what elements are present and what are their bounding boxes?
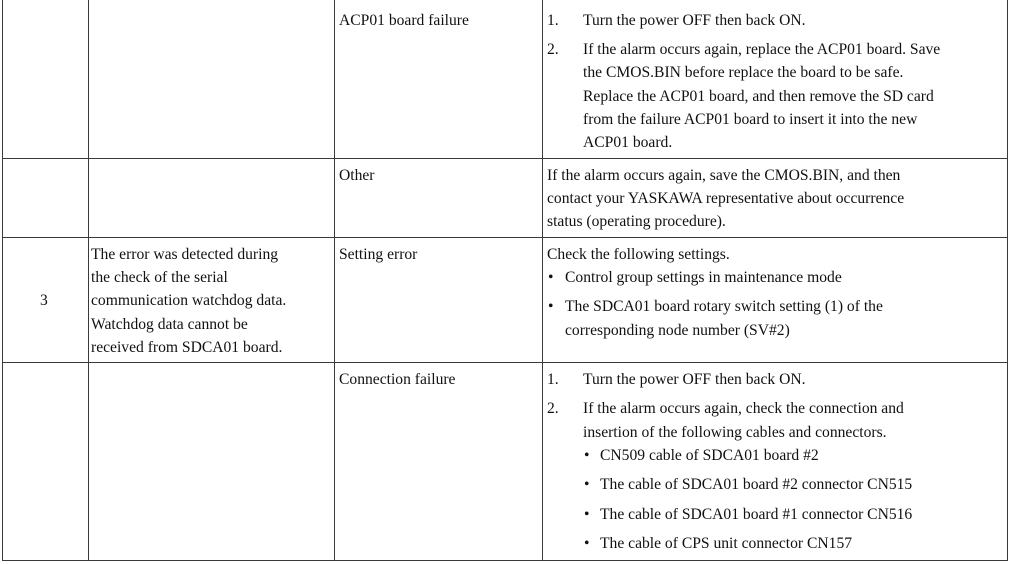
bullet-text: corresponding node number (SV#2) bbox=[565, 322, 790, 339]
column-divider bbox=[88, 0, 89, 561]
remedy-text: contact your YASKAWA representative about occurrence bbox=[547, 190, 905, 207]
bullet-text: The cable of SDCA01 board #2 connector CN515 bbox=[600, 476, 913, 493]
cause-cell: ACP01 board failure bbox=[339, 12, 469, 29]
step-text: insertion of the following cables and connectors. bbox=[583, 424, 887, 441]
remedy-text: status (operating procedure). bbox=[547, 213, 726, 230]
bullet-mark: • bbox=[584, 447, 590, 464]
column-divider bbox=[334, 0, 335, 561]
step-number: 2. bbox=[547, 41, 559, 58]
bullet-text: The cable of CPS unit connector CN157 bbox=[600, 535, 853, 552]
column-divider bbox=[542, 0, 543, 561]
bullet-mark: • bbox=[584, 506, 590, 523]
bullet-text: CN509 cable of SDCA01 board #2 bbox=[600, 447, 819, 464]
bullet-mark: • bbox=[548, 269, 554, 286]
row-divider bbox=[2, 362, 1008, 363]
step-text: Turn the power OFF then back ON. bbox=[583, 371, 806, 388]
cause-cell: Setting error bbox=[339, 246, 418, 263]
bullet-mark: • bbox=[548, 298, 554, 315]
cause-detail-text: received from SDCA01 board. bbox=[91, 339, 283, 356]
row-divider bbox=[2, 158, 1008, 159]
step-number: 1. bbox=[547, 371, 559, 388]
cause-cell: Other bbox=[339, 167, 375, 184]
step-text: If the alarm occurs again, replace the ACP01 board. Save bbox=[583, 41, 941, 58]
cause-detail-text: The error was detected during bbox=[91, 246, 279, 263]
step-text: the CMOS.BIN before replace the board to be safe. bbox=[583, 64, 904, 81]
step-text: from the failure ACP01 board to insert it into the new bbox=[583, 111, 918, 128]
bullet-mark: • bbox=[584, 476, 590, 493]
bullet-text: The SDCA01 board rotary switch setting (1) of the bbox=[565, 298, 883, 315]
row-number: 3 bbox=[40, 292, 48, 309]
step-text: If the alarm occurs again, check the connection and bbox=[583, 400, 904, 417]
table-left-border bbox=[2, 0, 3, 561]
step-text: Turn the power OFF then back ON. bbox=[583, 12, 806, 29]
cause-detail-text: the check of the serial bbox=[91, 269, 228, 286]
table-right-border bbox=[1007, 0, 1008, 561]
bullet-text: The cable of SDCA01 board #1 connector CN516 bbox=[600, 506, 913, 523]
step-number: 1. bbox=[547, 12, 559, 29]
row-divider bbox=[2, 237, 1008, 238]
step-text: Replace the ACP01 board, and then remove the SD card bbox=[583, 88, 934, 105]
remedy-text: If the alarm occurs again, save the CMOS.BIN, and then bbox=[547, 167, 901, 184]
step-number: 2. bbox=[547, 400, 559, 417]
cause-cell: Connection failure bbox=[339, 371, 456, 388]
cause-detail-text: Watchdog data cannot be bbox=[91, 316, 248, 333]
bullet-mark: • bbox=[584, 535, 590, 552]
cause-detail-text: communication watchdog data. bbox=[91, 292, 287, 309]
bullet-text: Control group settings in maintenance mode bbox=[565, 269, 842, 286]
remedy-intro: Check the following settings. bbox=[547, 246, 730, 263]
step-text: ACP01 board. bbox=[583, 134, 673, 151]
table-bottom-border bbox=[2, 560, 1008, 561]
